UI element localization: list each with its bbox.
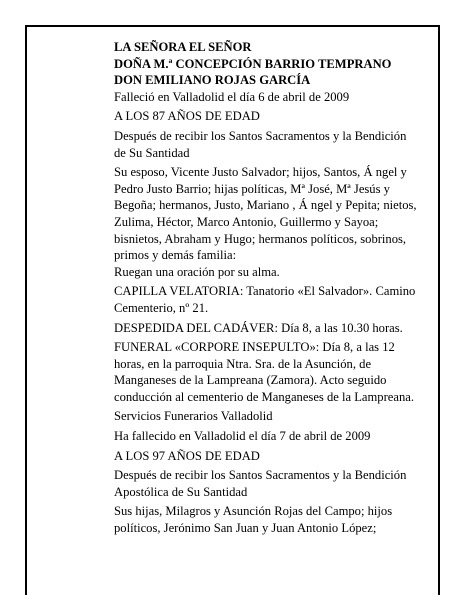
age-line-2: A LOS 97 AÑOS DE EDAD [114, 448, 260, 463]
family-text: Su esposo, Vicente Justo Salvador; hijos, Santos, Á ngel y Pedro Justo Barrio; hijas políticas, Mª José, Mª Jesús y Begoña; hermanos, Justo, Mariano , Á ngel y Pepita; nietos, Zulima, Héctor, Marco Antonio, Guillermo y Sayoa; bisnietos, Abraham y Hugo; hermanos políticos, sobrinos, primos y demás familia: [114, 165, 417, 263]
age-line: A LOS 87 AÑOS DE EDAD [114, 109, 260, 124]
farewell-text: DESPEDIDA DEL CADÁVER: Día 8, a las 10.30 horas. [114, 320, 403, 335]
sacraments-text-2: Después de recibir los Santos Sacramentos y la Bendición Apostólica de Su Santidad [114, 468, 407, 499]
sacraments-text: Después de recibir los Santos Sacramentos y la Bendición de Su Santidad [114, 128, 407, 160]
family-text-2: Sus hijas, Milagros y Asunción Rojas del Campo; hijos políticos, Jerónimo San Juan y Juan Antonio López; [114, 504, 393, 536]
header-line-3: DON EMILIANO ROJAS GARCÍA [114, 73, 311, 88]
services-text: Servicios Funerarios Valladolid [114, 409, 273, 424]
prayer-text: Ruegan una oración por su alma. [114, 264, 280, 279]
header-line-2: DOÑA M.ª CONCEPCIÓN BARRIO TEMPRANO [114, 56, 392, 71]
death-notice-2: Ha fallecido en Valladolid el día 7 de abril de 2009 [114, 429, 371, 444]
obituary-column [114, 39, 420, 540]
wake-text: CAPILLA VELATORIA: Tanatorio «El Salvador». Camino Cementerio, nº 21. [114, 284, 416, 315]
death-notice: Falleció en Valladolid el día 6 de abril de 2009 [114, 89, 350, 104]
funeral-text: FUNERAL «CORPORE INSEPULTO»: Día 8, a las 12 horas, en la parroquia Ntra. Sra. de la Asunción, de Manganeses de la Lampreana (Zamora). Acto seguido conducción al cementerio de Manganeses de la Lampreana. [114, 340, 415, 404]
header-line-1: LA SEÑORA EL SEÑOR [114, 40, 252, 54]
